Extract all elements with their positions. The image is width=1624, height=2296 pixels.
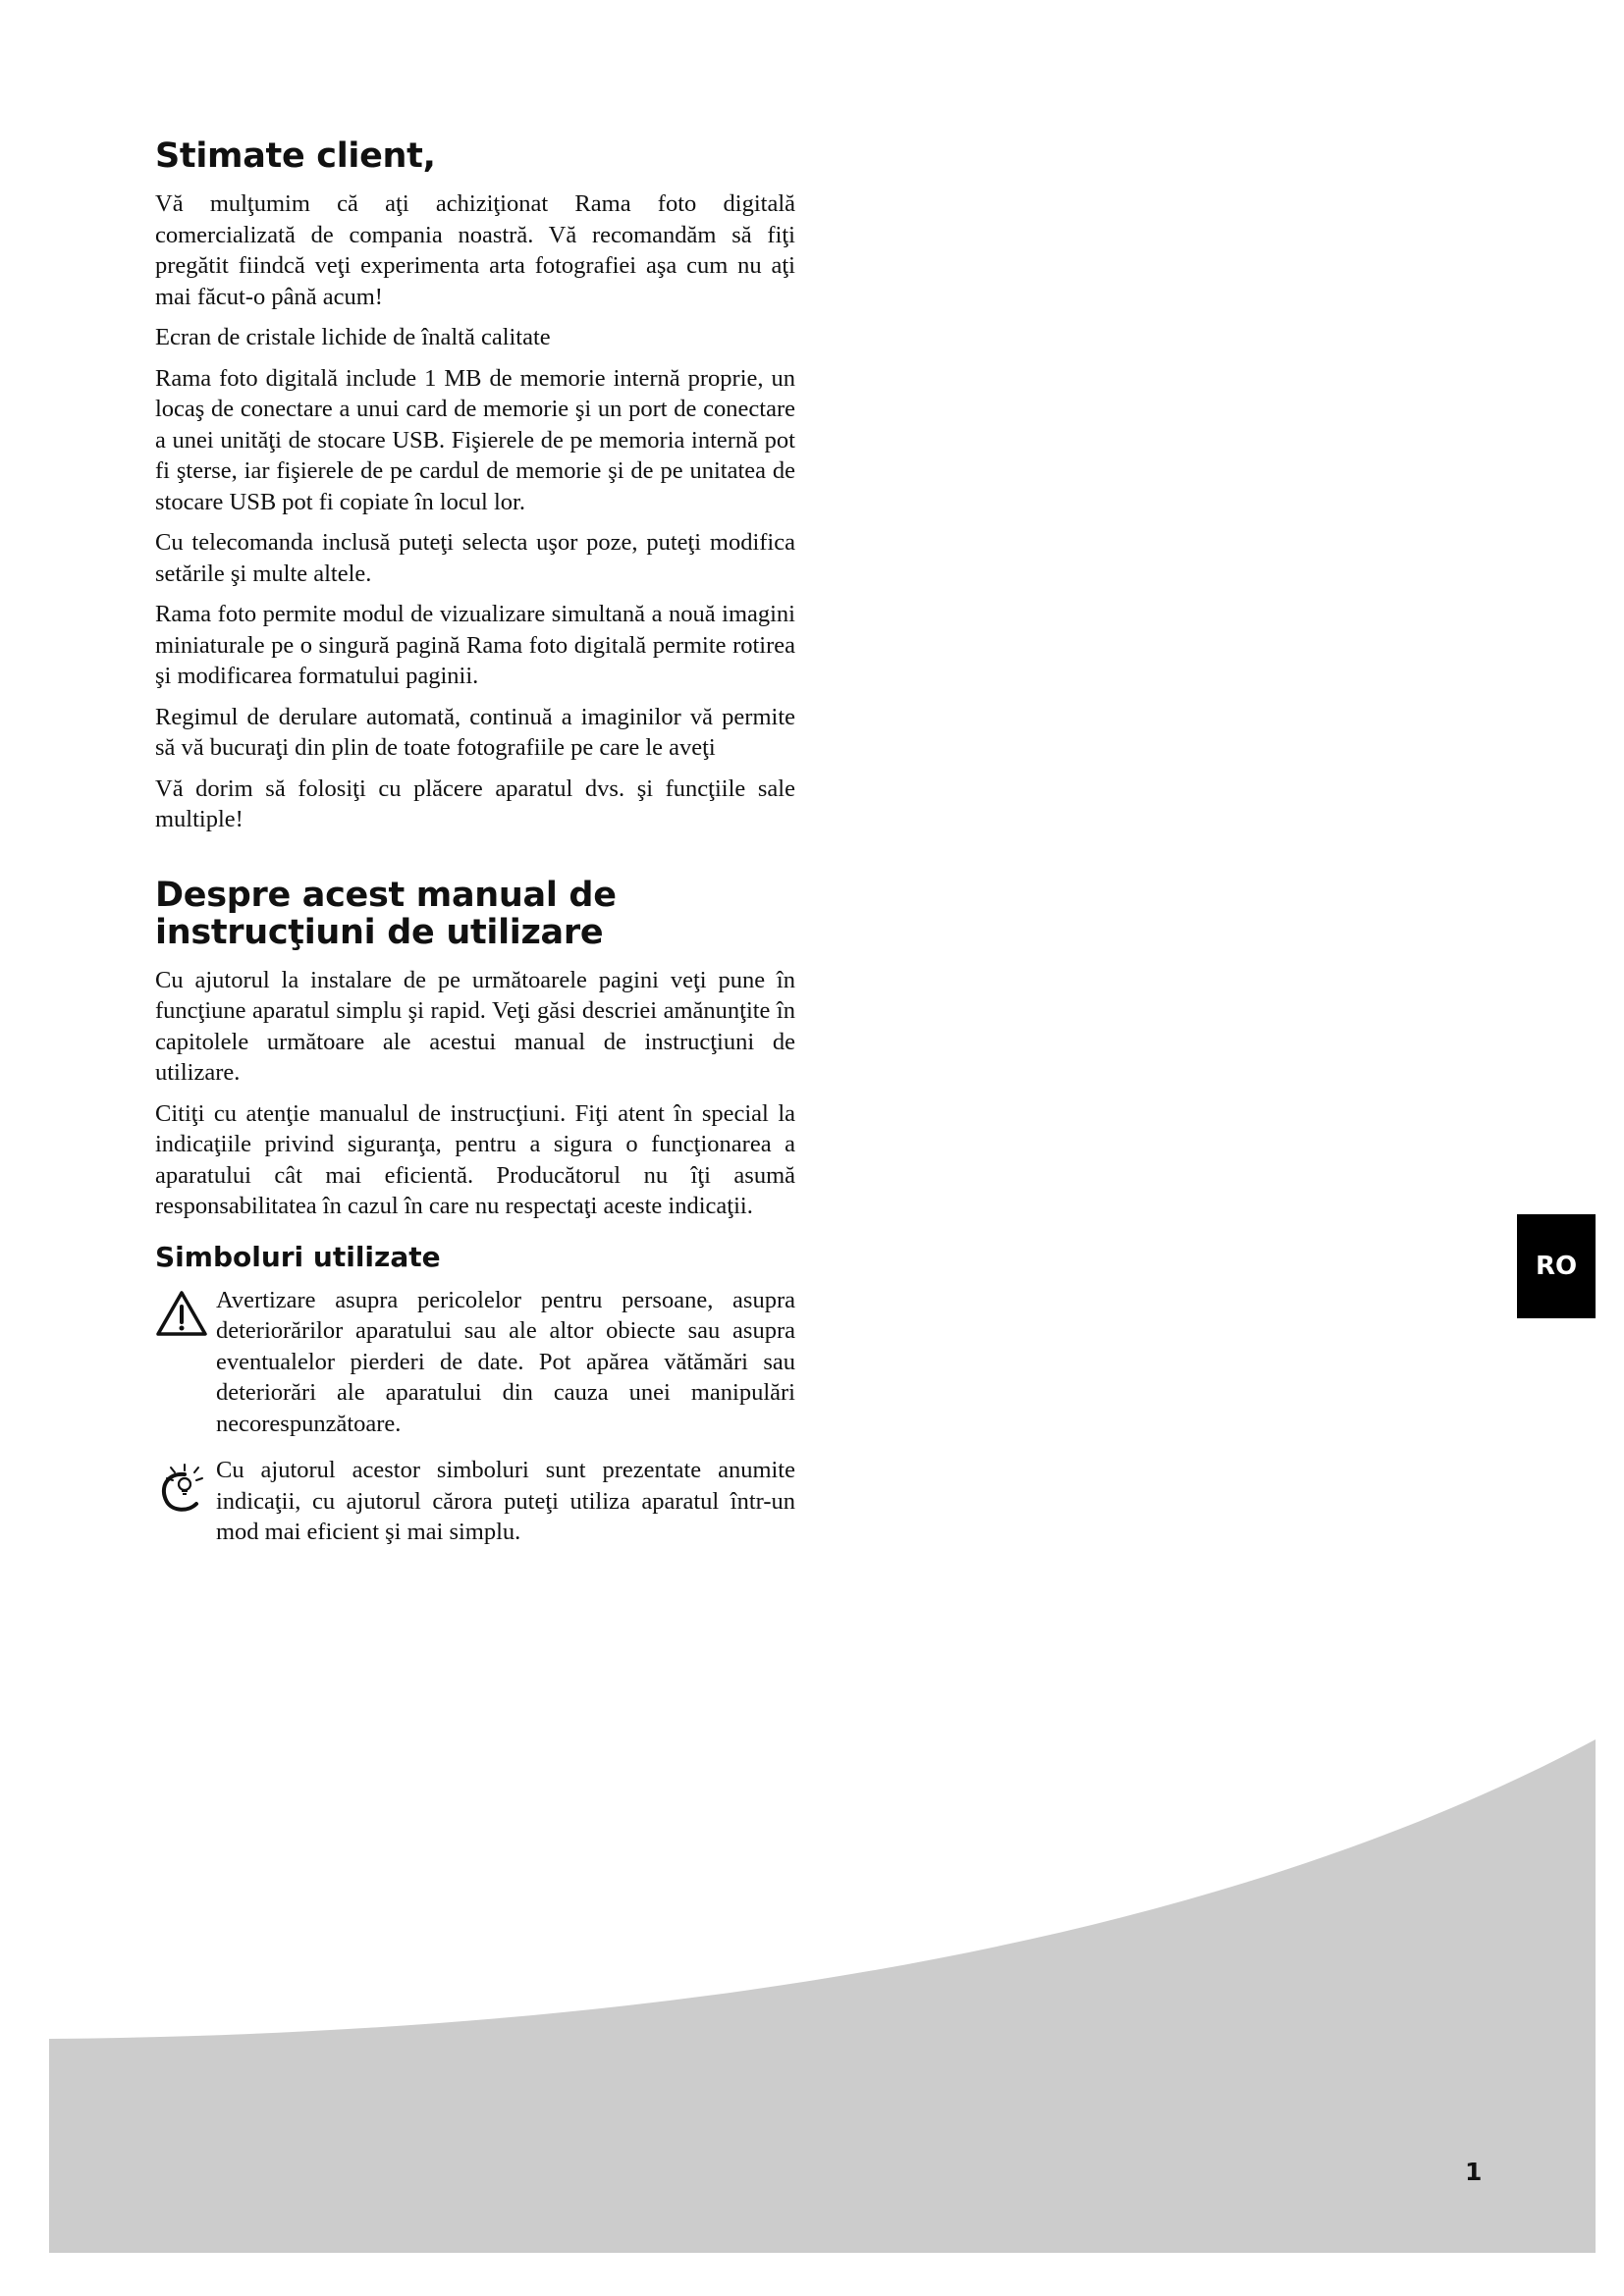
manual-heading-line-2: instrucţiuni de utilizare bbox=[155, 912, 604, 952]
symbol-item-warning bbox=[155, 1285, 795, 1440]
symbol-tip-text: Cu ajutorul acestor simboluri sunt prezentate anumite indicaţii, cu ajutorul cărora puteţi utiliza aparatul într-un mod mai eficient şi mai simplu. bbox=[216, 1457, 795, 1545]
manual-paragraph-1: Cu ajutorul la instalare de pe următoarele pagini veţi pune în funcţiune aparatul simplu şi rapid. Veţi găsi descriei amănunţite în capitolele următoare ale acestui manual de instrucţiuni de utilizare. bbox=[155, 966, 795, 1086]
symbol-item-tip bbox=[155, 1455, 795, 1548]
language-tab: RO bbox=[1517, 1214, 1596, 1318]
warning-triangle-icon bbox=[155, 1285, 216, 1343]
page-number: 1 bbox=[1465, 2158, 1483, 2186]
symbols-heading: Simboluri utilizate bbox=[155, 1240, 441, 1273]
symbol-warning-text: Avertizare asupra pericolelor pentru persoane, asupra deteriorărilor aparatului sau ale altor obiecte sau asupra eventualelor pierderi de date. Pot apărea vătămări sau deteriorări ale aparatului din cauza unei manipulări necorespunzătoare. bbox=[216, 1286, 795, 1437]
manual-heading bbox=[155, 877, 795, 951]
greeting-heading: Stimate client, bbox=[155, 136, 436, 176]
greeting-paragraph-5: Rama foto permite modul de vizualizare simultană a nouă imagini miniaturale pe o singură pagină Rama foto digitală permite rotirea şi modificarea formatului paginii. bbox=[155, 601, 795, 689]
tip-lightbulb-icon bbox=[155, 1455, 216, 1521]
greeting-paragraph-1: Vă mulţumim că aţi achiziţionat Rama foto digitală comercializată de compania noastră. Vă recomandăm să fiţi pregătit fiindcă veţi experimenta arta fotografiei aşa cum nu aţi mai făcut-o până acum! bbox=[155, 190, 795, 310]
manual-heading-line-1: Despre acest manual de bbox=[155, 875, 617, 915]
greeting-paragraph-7: Vă dorim să folosiţi cu plăcere aparatul dvs. şi funcţiile sale multiple! bbox=[155, 774, 795, 832]
greeting-paragraph-3: Rama foto digitală include 1 MB de memorie internă proprie, un locaş de conectare a unui card de memorie şi un port de conectare a unei unităţi de stocare USB. Fişierele de pe memoria internă pot fi şterse, iar fişierele de pe cardul de memorie şi de pe unitatea de stocare USB pot fi copiate în locul lor. bbox=[155, 364, 795, 515]
manual-paragraph-2: Citiţi cu atenţie manualul de instrucţiuni. Fiţi atent în special la indicaţiile privind siguranţa, pentru a sigura o funcţionarea a aparatului cât mai eficientă. Producătorul nu îţi asumă responsabilitatea în cazul în care nu respectaţi aceste indicaţii. bbox=[155, 1099, 795, 1219]
greeting-paragraph-4: Cu telecomanda inclusă puteţi selecta uşor poze, puteţi modifica setările şi multe altele. bbox=[155, 529, 795, 587]
greeting-paragraph-2: Ecran de cristale lichide de înaltă calitate bbox=[155, 324, 551, 350]
greeting-paragraph-6: Regimul de derulare automată, continuă a imaginilor vă permite să vă bucuraţi din plin de toate fotografiile pe care le aveţi bbox=[155, 703, 795, 761]
main-content-column bbox=[155, 137, 795, 1564]
